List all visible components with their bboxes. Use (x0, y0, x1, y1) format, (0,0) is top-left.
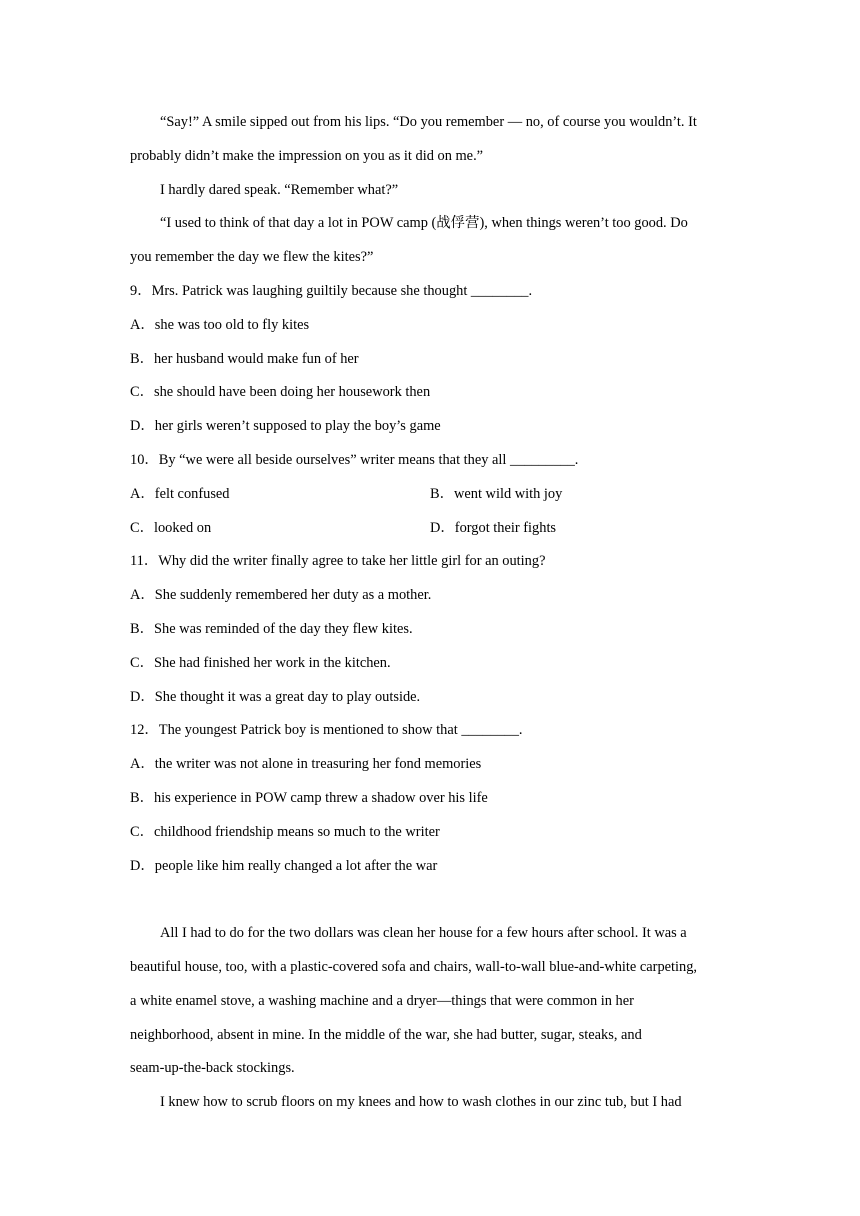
option-b: B．his experience in POW camp threw a shadow over his life (130, 789, 488, 806)
option-c: C．childhood friendship means so much to the writer (130, 823, 440, 840)
paragraph-line: probably didn’t make the impression on you as it did on me.” (130, 147, 484, 164)
question-stem: 9．Mrs. Patrick was laughing guiltily because she thought ________. (130, 282, 533, 299)
question-12 (130, 714, 730, 883)
option-d: D．forgot their fights (430, 519, 557, 536)
passage-two (130, 917, 730, 1120)
question-10 (130, 444, 730, 545)
option-d: D．her girls weren’t supposed to play the boy’s game (130, 418, 441, 435)
passage-one (130, 106, 730, 275)
option-a: A．felt confused (130, 485, 230, 502)
option-b: B．her husband would make fun of her (130, 350, 359, 367)
question-stem: 12．The youngest Patrick boy is mentioned to show that ________. (130, 722, 523, 739)
paragraph-line: beautiful house, too, with a plastic-covered sofa and chairs, wall-to-wall blue-and-white carpeting, (130, 958, 698, 975)
option-a: A．she was too old to fly kites (130, 316, 310, 333)
paragraph-line: “I used to think of that day a lot in POW camp (战俘营), when things weren’t too good. Do (160, 215, 688, 232)
option-d: D．people like him really changed a lot after the war (130, 857, 438, 874)
option-c: C．looked on (130, 519, 212, 536)
option-row (130, 512, 730, 546)
section-gap (130, 883, 730, 917)
option-d: D．She thought it was a great day to play outside. (130, 688, 421, 705)
paragraph-line: neighborhood, absent in mine. In the middle of the war, she had butter, sugar, steaks, and (130, 1026, 642, 1043)
option-a: A．She suddenly remembered her duty as a mother. (130, 587, 432, 604)
option-b: B．went wild with joy (430, 485, 563, 502)
question-11 (130, 545, 730, 714)
question-stem: 10．By “we were all beside ourselves” writer means that they all _________. (130, 451, 579, 468)
paragraph-line: seam-up-the-back stockings. (130, 1060, 295, 1077)
paragraph-line: “Say!” A smile sipped out from his lips. “Do you remember — no, of course you wouldn’t. It (160, 114, 697, 130)
paragraph-line: All I had to do for the two dollars was clean her house for a few hours after school. It was a (160, 925, 687, 942)
option-a: A．the writer was not alone in treasuring her fond memories (130, 756, 482, 773)
paragraph-line: you remember the day we flew the kites?” (130, 249, 374, 266)
paragraph-line: I hardly dared speak. “Remember what?” (160, 181, 399, 198)
question-stem: 11．Why did the writer finally agree to take her little girl for an outing? (130, 553, 546, 570)
paragraph-line: I knew how to scrub floors on my knees and how to wash clothes in our zinc tub, but I had (160, 1094, 682, 1111)
option-row (130, 478, 730, 512)
option-b: B．She was reminded of the day they flew kites. (130, 620, 413, 637)
paragraph-line: a white enamel stove, a washing machine and a dryer—things that were common in her (130, 992, 634, 1009)
document-page (130, 106, 730, 1120)
option-c: C．she should have been doing her housework then (130, 384, 431, 401)
option-c: C．She had finished her work in the kitchen. (130, 654, 391, 671)
question-9 (130, 275, 730, 444)
